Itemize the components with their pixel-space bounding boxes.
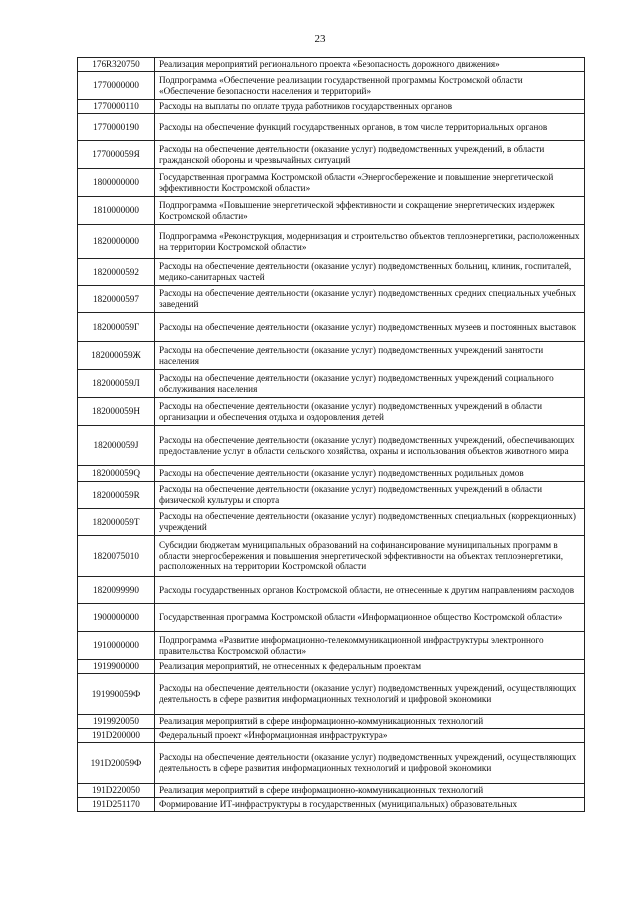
row-description: Государственная программа Костромской области «Информационное общество Костромской области»	[155, 604, 585, 632]
table-row	[78, 426, 585, 466]
table-row	[78, 632, 585, 660]
row-code: 191990059Ф	[78, 674, 155, 715]
table-row	[78, 674, 585, 715]
row-description: Расходы на обеспечение деятельности (оказание услуг) подведомственных учреждений социального обслуживания населения	[155, 370, 585, 398]
row-description: Реализация мероприятий в сфере информационно-коммуникационных технологий	[155, 715, 585, 729]
row-code: 191D200000	[78, 729, 155, 743]
row-description: Расходы на выплаты по оплате труда работников государственных органов	[155, 100, 585, 114]
row-description: Подпрограмма «Обеспечение реализации государственной программы Костромской области «Обеспечение безопасности населения и территорий»	[155, 72, 585, 100]
table-row	[78, 660, 585, 674]
row-code: 1770000000	[78, 72, 155, 100]
table-row	[78, 114, 585, 141]
row-code: 1820000592	[78, 259, 155, 286]
table-row	[78, 536, 585, 577]
row-code: 1820000000	[78, 225, 155, 259]
page-number: 23	[314, 33, 326, 45]
row-code: 182000059R	[78, 482, 155, 509]
row-code: 182000059Q	[78, 466, 155, 482]
row-description: Государственная программа Костромской области «Энергосбережение и повышение энергетической эффективности Костромской области»	[155, 169, 585, 197]
row-code: 176R320750	[78, 58, 155, 72]
table-row	[78, 798, 585, 812]
row-code: 191D220050	[78, 784, 155, 798]
row-description: Расходы на обеспечение деятельности (оказание услуг) подведомственных музеев и постоянных выставок	[155, 313, 585, 342]
table-row	[78, 225, 585, 259]
table-row	[78, 784, 585, 798]
table-row	[78, 100, 585, 114]
row-description: Формирование ИТ-инфраструктуры в государственных (муниципальных) образовательных	[155, 798, 585, 812]
row-description: Федеральный проект «Информационная инфраструктура»	[155, 729, 585, 743]
row-description: Расходы на обеспечение деятельности (оказание услуг) подведомственных больниц, клиник, госпиталей, медико-санитарных частей	[155, 259, 585, 286]
row-description: Расходы на обеспечение деятельности (оказание услуг) подведомственных учреждений, осуществляющих деятельность в сфере развития информационных технологий и цифровой экономики	[155, 743, 585, 784]
budget-codes-table	[77, 57, 585, 812]
table-row	[78, 72, 585, 100]
row-code: 1900000000	[78, 604, 155, 632]
row-code: 182000059Г	[78, 313, 155, 342]
row-code: 1919900000	[78, 660, 155, 674]
row-description: Расходы на обеспечение деятельности (оказание услуг) подведомственных средних специальных учебных заведений	[155, 286, 585, 313]
row-code: 1820099990	[78, 577, 155, 604]
row-description: Расходы на обеспечение функций государственных органов, в том числе территориальных органов	[155, 114, 585, 141]
row-code: 1770000110	[78, 100, 155, 114]
table-row	[78, 482, 585, 509]
row-description: Расходы на обеспечение деятельности (оказание услуг) подведомственных родильных домов	[155, 466, 585, 482]
row-code: 191D251170	[78, 798, 155, 812]
table-row	[78, 169, 585, 197]
row-description: Расходы на обеспечение деятельности (оказание услуг) подведомственных специальных (коррекционных) учреждений	[155, 509, 585, 536]
row-code: 1820075010	[78, 536, 155, 577]
table-row	[78, 197, 585, 225]
table-row	[78, 313, 585, 342]
row-description: Реализация мероприятий в сфере информационно-коммуникационных технологий	[155, 784, 585, 798]
row-description: Подпрограмма «Реконструкция, модернизация и строительство объектов теплоэнергетики, расположенных на территории Костромской области»	[155, 225, 585, 259]
row-description: Расходы на обеспечение деятельности (оказание услуг) подведомственных учреждений в области организации и обеспечения отдыха и оздоровления детей	[155, 398, 585, 426]
table-row	[78, 509, 585, 536]
table-row	[78, 715, 585, 729]
row-code: 1800000000	[78, 169, 155, 197]
table-row	[78, 58, 585, 72]
row-code: 182000059T	[78, 509, 155, 536]
row-code: 1810000000	[78, 197, 155, 225]
row-description: Расходы на обеспечение деятельности (оказание услуг) подведомственных учреждений занятости населения	[155, 342, 585, 370]
row-code: 182000059Н	[78, 398, 155, 426]
row-description: Подпрограмма «Повышение энергетической эффективности и сокращение энергетических издержек Костромской области»	[155, 197, 585, 225]
row-code: 1820000597	[78, 286, 155, 313]
table-row	[78, 259, 585, 286]
table-row	[78, 398, 585, 426]
row-description: Расходы на обеспечение деятельности (оказание услуг) подведомственных учреждений, обеспечивающих предоставление услуг в области сельского хозяйства, охраны и использования объектов животного мира	[155, 426, 585, 466]
row-code: 182000059J	[78, 426, 155, 466]
table-row	[78, 743, 585, 784]
row-description: Расходы государственных органов Костромской области, не отнесенные к другим направлениям расходов	[155, 577, 585, 604]
table-row	[78, 577, 585, 604]
table-body	[78, 58, 585, 812]
row-description: Подпрограмма «Развитие информационно-телекоммуникационной инфраструктуры электронного правительства Костромской области»	[155, 632, 585, 660]
row-description: Субсидии бюджетам муниципальных образований на софинансирование муниципальных программ в области энергосбережения и повышения энергетической эффективности на объектах теплоэнергетики, расположенных на территории Костромской области	[155, 536, 585, 577]
table-row	[78, 370, 585, 398]
row-description: Реализация мероприятий, не отнесенных к федеральным проектам	[155, 660, 585, 674]
row-description: Реализация мероприятий регионального проекта «Безопасность дорожного движения»	[155, 58, 585, 72]
row-code: 177000059Я	[78, 141, 155, 169]
row-code: 182000059Л	[78, 370, 155, 398]
row-code: 182000059Ж	[78, 342, 155, 370]
row-description: Расходы на обеспечение деятельности (оказание услуг) подведомственных учреждений, осуществляющих деятельность в сфере развития информационных технологий и цифровой экономики	[155, 674, 585, 715]
table-row	[78, 141, 585, 169]
row-code: 1910000000	[78, 632, 155, 660]
table-row	[78, 286, 585, 313]
table-row	[78, 466, 585, 482]
row-code: 1919920050	[78, 715, 155, 729]
row-code: 191D20059Ф	[78, 743, 155, 784]
row-description: Расходы на обеспечение деятельности (оказание услуг) подведомственных учреждений, в области гражданской обороны и чрезвычайных ситуаций	[155, 141, 585, 169]
table-row	[78, 604, 585, 632]
table-row	[78, 729, 585, 743]
row-code: 1770000190	[78, 114, 155, 141]
row-description: Расходы на обеспечение деятельности (оказание услуг) подведомственных учреждений в области физической культуры и спорта	[155, 482, 585, 509]
table-row	[78, 342, 585, 370]
